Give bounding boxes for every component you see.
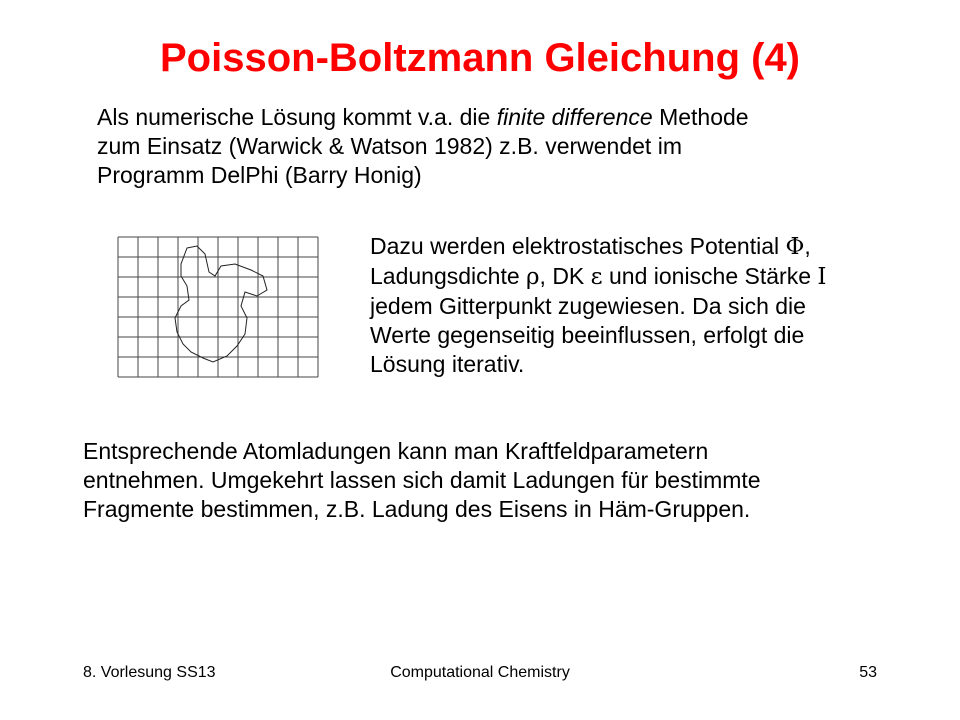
intro-line-2: zum Einsatz (Warwick & Watson 1982) z.B. verwendet im bbox=[97, 133, 682, 159]
rho-symbol: ρ bbox=[526, 264, 540, 290]
phi-symbol: Φ bbox=[785, 234, 805, 260]
description-line-5: Lösung iterativ. bbox=[370, 351, 525, 377]
description-line-3: jedem Gitterpunkt zugewiesen. Da sich die bbox=[370, 293, 806, 319]
grid-lines bbox=[118, 237, 318, 377]
molecule-outline bbox=[175, 246, 267, 362]
outro-line-2: entnehmen. Umgekehrt lassen sich damit Ladungen für bestimmte bbox=[83, 467, 761, 493]
outro-line-1: Entsprechende Atomladungen kann man Kraftfeldparametern bbox=[83, 438, 709, 464]
slide-title: Poisson-Boltzmann Gleichung (4) bbox=[159, 36, 801, 80]
description-line-1: Dazu werden elektrostatisches Potential Φ, bbox=[370, 233, 811, 260]
ionic-strength-symbol: I bbox=[817, 264, 827, 290]
outro-line-3: Fragmente bestimmen, z.B. Ladung des Eisens in Häm-Gruppen. bbox=[83, 496, 751, 522]
footer-lecture: 8. Vorlesung SS13 bbox=[83, 664, 216, 681]
intro-line-1: Als numerische Lösung kommt v.a. die finite difference Methode bbox=[97, 104, 749, 130]
footer-course: Computational Chemistry bbox=[390, 664, 570, 681]
epsilon-symbol: ε bbox=[590, 264, 603, 290]
description-paragraph bbox=[370, 232, 826, 379]
finite-difference-grid-figure bbox=[117, 236, 321, 378]
page-number: 53 bbox=[859, 664, 877, 681]
description-line-4: Werte gegenseitig beeinflussen, erfolgt die bbox=[370, 322, 805, 348]
intro-paragraph bbox=[97, 103, 749, 190]
finite-difference-term: finite difference bbox=[496, 104, 653, 130]
outro-paragraph bbox=[83, 437, 761, 524]
intro-line-3: Programm DelPhi (Barry Honig) bbox=[97, 162, 422, 188]
description-line-2: Ladungsdichte ρ, DK ε und ionische Stärke I bbox=[370, 263, 827, 290]
